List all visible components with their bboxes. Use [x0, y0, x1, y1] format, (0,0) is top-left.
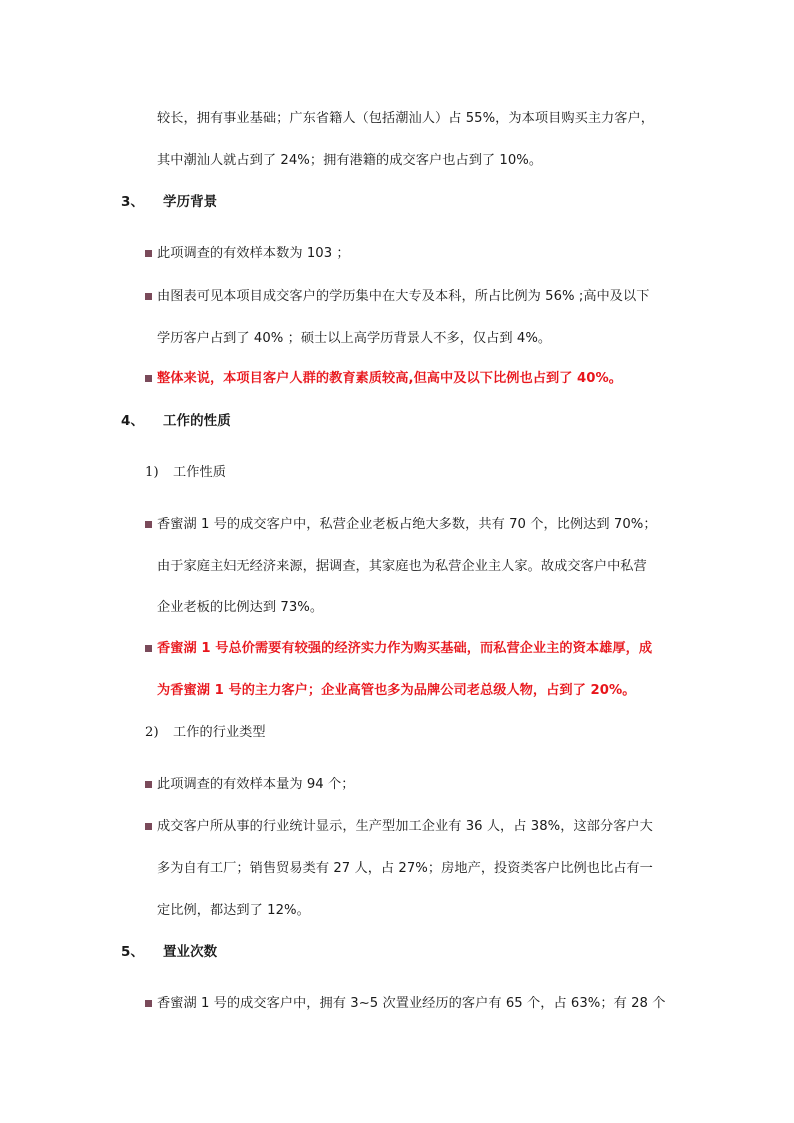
- subsection-number: 2): [145, 725, 159, 740]
- highlight-text: 整体来说，本项目客户人群的教育素质较高,但高中及以下比例也占到了 40%。: [157, 371, 623, 386]
- bullet-text: 此项调查的有效样本数为 103 ；: [157, 246, 350, 261]
- section-number: 4、: [121, 413, 144, 429]
- section-number: 3、: [121, 194, 144, 210]
- section-heading: 置业次数: [163, 944, 218, 960]
- paragraph-line: 由于家庭主妇无经济来源，据调查，其家庭也为私营企业主人家。故成交客户中私营: [157, 559, 647, 574]
- bullet-text: 香蜜湖 1 号的成交客户中，拥有 3~5 次置业经历的客户有 65 个，占 63%；有 28 个: [157, 996, 666, 1011]
- highlight-text: 为香蜜湖 1 号的主力客户；企业高管也多为品牌公司老总级人物，占到了 20%。: [157, 683, 636, 698]
- paragraph-line: 企业老板的比例达到 73%。: [157, 600, 324, 615]
- highlight-text: 香蜜湖 1 号总价需要有较强的经济实力作为购买基础，而私营企业主的资本雄厚，成: [157, 641, 653, 656]
- square-bullet-icon: [145, 781, 152, 788]
- bullet-text: 由图表可见本项目成交客户的学历集中在大专及本科，所占比例为 56% ;高中及以下: [157, 289, 650, 304]
- bullet-text: 香蜜湖 1 号的成交客户中，私营企业老板占绝大多数，共有 70 个，比例达到 70%；: [157, 517, 657, 532]
- square-bullet-icon: [145, 645, 152, 652]
- paragraph-line: 其中潮汕人就占到了 24%；拥有港籍的成交客户也占到了 10%。: [157, 153, 543, 168]
- subsection-heading: 工作的行业类型: [173, 725, 266, 740]
- paragraph-line: 多为自有工厂；销售贸易类有 27 人，占 27%；房地产，投资类客户比例也比占有一: [157, 861, 653, 876]
- section-heading: 工作的性质: [163, 413, 231, 429]
- section-heading: 学历背景: [163, 194, 218, 210]
- section-number: 5、: [121, 944, 144, 960]
- paragraph-line: 较长，拥有事业基础；广东省籍人（包括潮汕人）占 55%，为本项目购买主力客户，: [157, 111, 655, 126]
- bullet-text: 此项调查的有效样本量为 94 个；: [157, 777, 355, 792]
- square-bullet-icon: [145, 375, 152, 382]
- subsection-number: 1): [145, 465, 159, 480]
- paragraph-line: 定比例，都达到了 12%。: [157, 903, 310, 918]
- square-bullet-icon: [145, 250, 152, 257]
- square-bullet-icon: [145, 521, 152, 528]
- bullet-text: 成交客户所从事的行业统计显示，生产型加工企业有 36 人，占 38%，这部分客户大: [157, 819, 653, 834]
- square-bullet-icon: [145, 1000, 152, 1007]
- subsection-heading: 工作性质: [173, 465, 226, 480]
- square-bullet-icon: [145, 293, 152, 300]
- paragraph-line: 学历客户占到了 40% ；硕士以上高学历背景人不多，仅占到 4%。: [157, 331, 552, 346]
- square-bullet-icon: [145, 823, 152, 830]
